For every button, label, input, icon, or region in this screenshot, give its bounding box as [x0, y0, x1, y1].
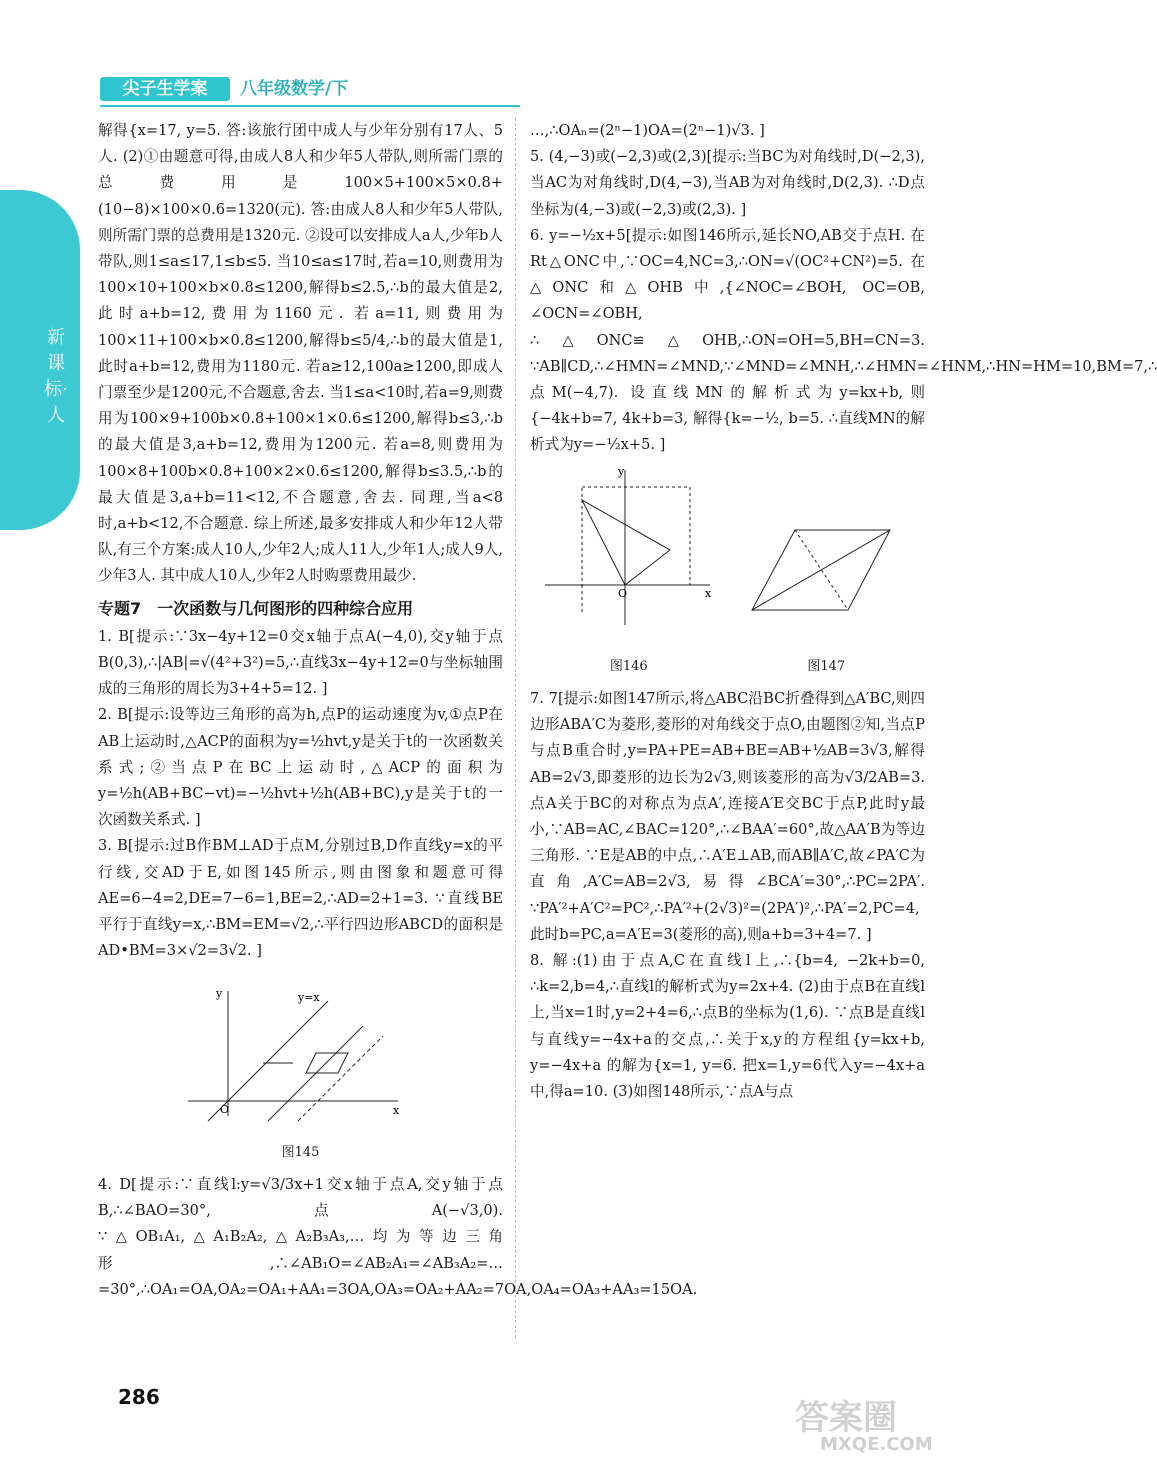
column-divider	[515, 118, 516, 1338]
right-column	[530, 118, 1157, 1105]
answer-q3: 3. B[提示:过B作BM⊥AD于点M,分别过B,D作直线y=x的平行线,交AD于E,如图145所示,则由图象和题意可得AE=6−4=2,DE=7−6=1,BE=2,∴AD=2+1=3. ∵直线BE平行于直线y=x,∴BM=EM=√2,∴平行四边形ABCD的面积是AD•BM=3×√2=3√2. ]	[98, 837, 503, 960]
figures-146-147-graph	[530, 465, 925, 645]
svg-text:O: O	[618, 586, 628, 600]
watermark-logo: 答案圈	[795, 1398, 897, 1438]
answer-paragraph-1: 解得{x=17, y=5. 答:该旅行团中成人与少年分别有17人、5人. (2)①由题意可得,由成人8人和少年5人带队,则所需门票的总费用是100×5+100×5×0.8+(10−8)×100×0.6=1320(元). 答:由成人8人和少年5人带队,则所需门票的总费用是1320元. ②设可以安排成人a人,少年b人带队,则1≤a≤17,1≤b≤5. 当10≤a≤17时,若a=10,则费用为100×10+100×b×0.8≤1200,解得b≤2.5,∴b的最大值是2,此时a+b=12,费用为1160元. 若a=11,则费用为100×11+100×b×0.8≤1200,解得b≤5/4,∴b的最大值是1,此时a+b=12,费用为1180元. 若a≥12,100a≥1200,即成人门票至少是1200元,不合题意,舍去. 当1≤a<10时,若a=9,则费用为100×9+100b×0.8+100×1×0.6≤1200,解得b≤3,∴b的最大值是3,a+b=12,费用为1200元. 若a=8,则费用为100×8+100b×0.8+100×2×0.6≤1200,解得b≤3.5,∴b的最大值是3,a+b=11<12,不合题意,舍去. 同理,当a<8时,a+b<12,不合题意. 综上所述,最多安排成人和少年12人带队,有三个方案:成人10人,少年2人;成人11人,少年1人;成人9人,少年3人. 其中成人10人,少年2人时购票费用最少.	[98, 122, 503, 585]
answer-q4: 4. D[提示:∵直线l:y=√3/3x+1交x轴于点A,交y轴于点B,∴∠BAO=30°,点A(−√3,0). ∵△OB₁A₁,△A₁B₂A₂,△A₂B₃A₃,…均为等边三角形,∴∠AB₁O=∠AB₂A₁=∠AB₃A₂=…=30°,∴OA₁=OA,OA₂=OA₁+AA₁=3OA,OA₃=OA₂+AA₂=7OA,OA₄=OA₃+AA₃=15OA.	[98, 1175, 698, 1298]
answer-q7: 7. 7[提示:如图147所示,将△ABC沿BC折叠得到△A′BC,则四边形ABA′C为菱形,菱形的对角线交于点O,由题图②知,当点P与点B重合时,y=PA+PE=AB+BE=AB+½AB=3√3,解得AB=2√3,即菱形的边长为2√3,则该菱形的高为√3/2AB=3. 点A关于BC的对称点为点A′,连接A′E交BC于点P,此时y最小,∵AB=AC,∠BAC=120°,∴∠BAA′=60°,故△AA′B为等边三角形. ∵E是AB的中点,∴A′E⊥AB,而AB∥A′C,故∠PA′C为直角,A′C=AB=2√3,易得∠BCA′=30°,∴PC=2PA′. ∵PA′²+A′C²=PC²,∴PA′²+(2√3)²=(2PA′)²,∴PA′=2,PC=4,此时b=PC,a=A′E=3(菱形的高),则a+b=3+4=7. ]	[530, 690, 930, 943]
svg-text:O: O	[220, 1102, 230, 1116]
answer-q1: 1. B[提示:∵3x−4y+12=0交x轴于点A(−4,0),交y轴于点B(0,3),∴|AB|=√(4²+3²)=5,∴直线3x−4y+12=0与坐标轴围成的三角形的周长为3+4+5=12. ]	[98, 627, 503, 698]
figures-146-147	[530, 465, 925, 680]
svg-text:y=x: y=x	[298, 990, 320, 1004]
answer-q5: 5. (4,−3)或(−2,3)或(2,3)[提示:当BC为对角线时,D(−2,3),当AC为对角线时,D(4,−3),当AB为对角线时,D(2,3). ∴D点坐标为(4,−3)或(−2,3)或(2,3). ]	[530, 148, 925, 218]
page-number: 286	[118, 1385, 160, 1409]
answer-q4-continued: …,∴OAₙ=(2ⁿ−1)OA=(2ⁿ−1)√3. ]	[530, 122, 765, 139]
header-rule	[100, 105, 520, 107]
figure-145	[98, 971, 503, 1166]
figure-145-caption: 图145	[281, 1144, 320, 1160]
figure-145-graph	[98, 971, 503, 1131]
svg-text:y: y	[618, 464, 625, 478]
answer-q6: 6. y=−½x+5[提示:如图146所示,延长NO,AB交于点H. 在Rt△ONC中,∵OC=4,NC=3,∴ON=√(OC²+CN²)=5. 在△ONC和△OHB中,{∠NOC=∠BOH, OC=OB, ∠OCN=∠OBH, ∴△ONC≌△OHB,∴ON=OH=5,BH=CN=3. ∵AB∥CD,∴∠HMN=∠MND,∵∠MND=∠MNH,∴∠HMN=∠HNM,∴HN=HM=10,BM=7,∴点M(−4,7). 设直线MN的解析式为y=kx+b,则{−4k+b=7, 4k+b=3, 解得{k=−½, b=5. ∴直线MN的解析式为y=−½x+5. ]	[530, 226, 1157, 454]
book-title-badge: 尖子生学案	[100, 77, 230, 101]
watermark-url: MXQE.COM	[820, 1434, 933, 1455]
side-tab	[0, 190, 80, 530]
svg-text:y: y	[216, 986, 223, 1000]
svg-text:x: x	[393, 1103, 400, 1117]
answer-q2: 2. B[提示:设等边三角形的高为h,点P的运动速度为v,①点P在AB上运动时,△ACP的面积为y=½hvt,y是关于t的一次函数关系式;②当点P在BC上运动时,△ACP的面积为y=½h(AB+BC−vt)=−½hvt+½h(AB+BC),y是关于t的一次函数关系式. ]	[98, 706, 503, 829]
answer-q8: 8. 解:(1)由于点A,C在直线l上,∴{b=4, −2k+b=0, ∴k=2,b=4,∴直线l的解析式为y=2x+4. (2)由于点B在直线l上,当x=1时,y=2+4=6,∴点B的坐标为(1,6). ∵点B是直线l与直线y=−4x+a的交点,∴关于x,y的方程组{y=kx+b, y=−4x+a 的解为{x=1, y=6. 把x=1,y=6代入y=−4x+a中,得a=10. (3)如图148所示,∵点A与点	[530, 952, 930, 1101]
figure-147-caption: 图147	[807, 658, 846, 674]
svg-text:x: x	[705, 586, 712, 600]
book-subtitle: 八年级数学/下	[240, 79, 349, 99]
side-tab-label: 新课标·人	[44, 327, 68, 426]
figure-146-caption: 图146	[609, 658, 648, 674]
section-heading: 专题7 一次函数与几何图形的四种综合应用	[98, 598, 414, 618]
